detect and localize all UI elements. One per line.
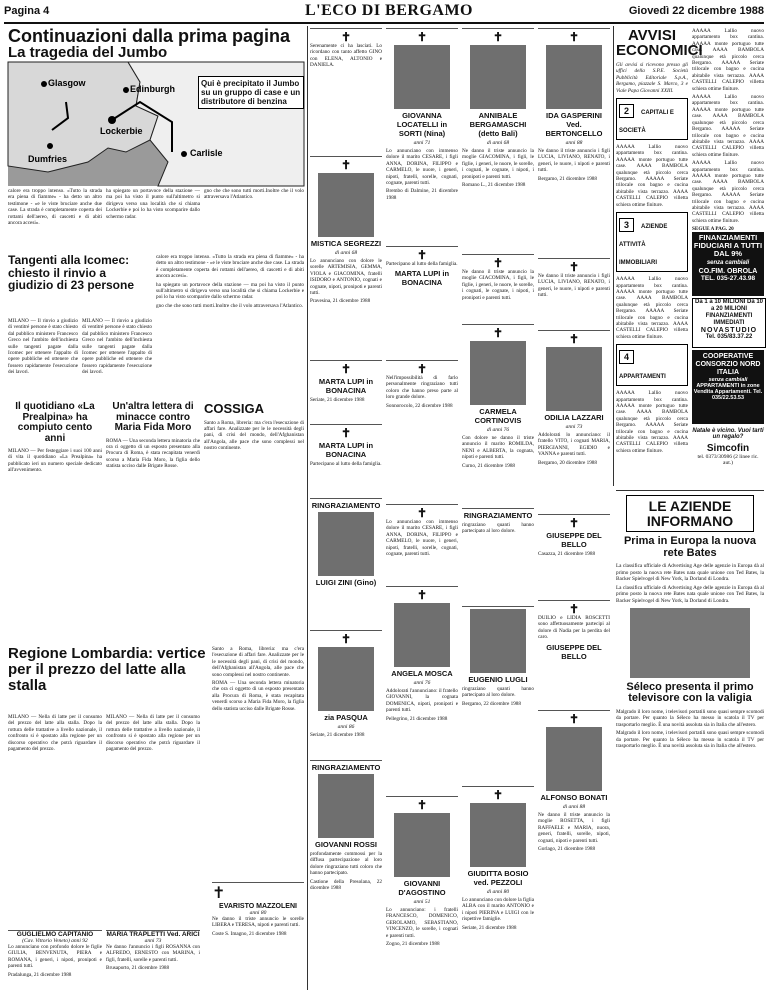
cross-icon: ✝ [492, 788, 504, 802]
cross-icon: ✝ [340, 158, 352, 172]
obituary-footer: Romano L., 21 dicembre 1988 [462, 182, 526, 189]
obituary-footer: Brusaporto, 21 dicembre 1988 [106, 965, 170, 972]
obituary-text: Partecipano al lutto della famiglia. [310, 461, 382, 467]
deceased-name: ANNIBALE BERGAMASCHI (detto Bali) [469, 111, 527, 138]
cossiga-body: Santo a Roma, libreria: ma c'era l'esecuzione di affari fare. Analizzate per le le necessità degli pani, di crisi del mondo, dell'Afghanistan all'Angola, alle pace che sono complessi nel nostro continente. [204, 419, 304, 452]
deceased-name: ALFONSO BONATI [540, 793, 608, 802]
obituary-notice [310, 360, 382, 421]
deceased-age: anni 71 [413, 140, 431, 146]
aziende-section [616, 490, 764, 987]
obituary-text: ringraziano quanti hanno partecipato al loro dolore. [462, 522, 534, 535]
obituary-footer: Bergamo, 21 dicembre 1988 [538, 175, 597, 182]
deceased-name: GIOVANNI D'AGOSTINO [398, 879, 446, 897]
obituary-text: Ne danno il triste annuncio le sorelle LIBERA e TERESA, nipoti e parenti tutti. [212, 916, 304, 929]
portrait-photo [394, 603, 450, 667]
section-title: APPARTAMENTI [619, 374, 666, 381]
obituary-notice [310, 760, 382, 987]
listing-text: AAAAA Lallio nuovo appartamento box cantina. AAAAA monte portuguo tutte case. AAAA BAMBOLA qualunque età piccolo cerca Bergamo. AAAAA Seriate trilocale con bagno e cucina abitabile vista terrazzo. AAAA CASTELLI CALEPIO villetta schiera ottime finiture. [692, 160, 764, 224]
cross-icon: ✝ [340, 632, 352, 646]
portrait-photo [394, 45, 450, 109]
deceased-age: (Cav. Vittorio Veneto) anni 92 [22, 938, 88, 944]
obituary-notice [8, 930, 102, 987]
portrait-photo [318, 512, 374, 576]
financing-company: CO.FIM. OBROLA [698, 268, 758, 275]
seleco-headline: Séleco presenta il primo televisore con la valigia [626, 680, 754, 705]
ringraziamento-label: RINGRAZIAMENTO [311, 763, 381, 772]
listing-text: AAAAA Lallio nuovo appartamento box cantina. AAAAA monte portuguo tutte case. AAAA BAMBOLA qualunque età piccolo cerca Bergamo. AAAAA Seriate trilocale con bagno e cucina abitabile vista terrazzo. AAAA CASTELLI CALEPIO villetta schiera ottime finiture. [616, 144, 688, 208]
map-label-carlisle: Carlisle [190, 148, 223, 158]
cross-icon: ✝ [416, 588, 428, 602]
obituary-footer: Zogno, 21 dicembre 1988 [386, 941, 440, 948]
simcofin-name: Simcofin [706, 443, 750, 454]
cross-icon: ✝ [340, 362, 352, 376]
deceased-name: GIUDITTA BOSIO ved. PEZZOLI [467, 869, 529, 887]
section-number: 4 [619, 350, 634, 364]
listing-text: AAAAA Lallio nuovo appartamento box cantina. AAAAA monte portuguo tutte case. AAAA BAMBOLA qualunque età piccolo cerca Bergamo. AAAAA Seriate trilocale con bagno e cucina abitabile vista terrazzo. AAAA CASTELLI CALEPIO villetta schiera ottime finiture. [692, 94, 764, 158]
obituary-text: Ne danno il triste annuncio la moglie ROSETTA, i figli RAFFAELE e MARIA, nuora, generi, fratelli, sorelle, nipoti, cognati, nipoti e parenti tutti. [538, 812, 610, 844]
cross-icon: ✝ [568, 602, 580, 616]
obituary-text: Ne danno l'annuncio i figli ROSANNA con ALFREDO, ERNESTO con MARINA, i figli, fratelli, sorelle e parenti tutti. [106, 944, 200, 963]
obituary-notice [538, 330, 610, 511]
cross-icon: ✝ [416, 362, 428, 376]
obituary-notice [538, 258, 610, 327]
section-number: 2 [619, 104, 634, 118]
bates-body-cont: La classifica ufficiale di Advertising Age delle agenzie in Europa dà al primo posto la nuova rete Bates nata quale unione con Ted Bates, la Backer Spielvogel di New York, la Dorland di Londra. [616, 584, 764, 604]
avvisi-column [616, 27, 703, 454]
deceased-name: GIOVANNI ROSSI [315, 840, 377, 849]
cross-icon: ✝ [492, 326, 504, 340]
cross-icon: ✝ [492, 256, 504, 270]
regione-body: MILANO — Nella di latte per il consumo del prezzo del latte alla stalla. Dopo la rottura delle trattative a livello nazionale, il confronto si è spostato alla regione per un discorso operativo che potrà riguardare il pagamento del prezzo. [8, 714, 102, 753]
obituary-text: DUILIO e LIDIA ROSCETTI sono affettuosamente partecipi al dolore di Nadia per la perdita del caro. [538, 615, 610, 641]
map-label-glasgow: Glasgow [48, 78, 86, 88]
jumbo-body-3: gno che che sono tutti morti.Inoltre che il volo attraversava l'Atlantico. [204, 188, 304, 201]
obituary-footer: Castione della Presolana, 22 dicembre 1988 [310, 878, 382, 892]
section-title: CAPITALI E SOCIETÀ [619, 110, 674, 135]
obituary-text: Lo annunciano: i fratelli FRANCESCO, DOMENICO, GEROLAMO, SEBASTIANO, VINCENZO, le sorelle, i cognati e parenti tutti. [386, 907, 458, 939]
section-title: AZIENDE ATTIVITÀ IMMOBILIARI [619, 224, 668, 267]
deceased-age: anni 73 [565, 424, 583, 430]
cross-icon: ✝ [568, 712, 580, 726]
deceased-age: di anni 80 [486, 889, 510, 895]
prealpina-body: MILANO — Per festeggiare i suoi 100 anni di vita il quotidiano «La Prealpina» ha pubblicato ieri un numero speciale dedicato all'avvenimento. [8, 448, 102, 474]
cross-icon: ✝ [568, 260, 580, 274]
map-caption: Qui è precipitato il Jumbo su un gruppo di case e un distributore di benzina [198, 76, 304, 109]
cross-icon: ✝ [492, 30, 504, 44]
cross-icon: ✝ [568, 516, 580, 530]
deceased-name: IDA GASPERINI Ved. BERTONCELLO [545, 111, 603, 138]
portrait-photo [546, 347, 602, 411]
obituary-text: Ne danno il triste annuncio la moglie GIACOMINA, i figli, le figlie, i generi, le nuore, le sorelle, i cognati, le cognate, i nipoti, i pronipoti e parenti tutti. [462, 269, 534, 301]
coop-ad [692, 350, 764, 424]
television-photo [630, 608, 750, 678]
novastudio-phone: Tel. 035/83.37.22 [705, 334, 753, 340]
obituary-notice [538, 600, 610, 707]
novastudio-ad [692, 298, 766, 348]
icomec-body-cont: MILANO — Il rinvio a giudizio di ventitré persone è stato chiesto dal pubblico ministero Francesco Greco nel l'ambito dell'inchiesta sulle tangenti pagate dalla Icomec per ottenere l'appalto di opere pubbliche ed ottenere che fossero rapidamente l'esecuzione dei lavori. [82, 318, 152, 376]
obituary-notice [310, 424, 382, 495]
aziende-title: LE AZIENDE INFORMANO [646, 498, 734, 529]
cross-icon: ✝ [416, 248, 428, 262]
bates-body: La classifica ufficiale di Advertising Age delle agenzie in Europa dà al primo posto la nuova rete Bates nata quale unione con Ted Bates, la Backer Spielvogel di New York, la Dorland di Londra. [616, 563, 764, 583]
obituary-notice [386, 796, 458, 987]
portrait-photo [470, 609, 526, 673]
deceased-age: anni 51 [413, 899, 431, 905]
cross-icon: ✝ [568, 332, 580, 346]
obituary-footer: Bergamo, 22 dicembre 1988 [462, 700, 521, 707]
prealpina-headline: Il quotidiano «La Prealpina» ha compiuto cento anni [15, 401, 95, 444]
deceased-name: EVARISTO MAZZOLENI [219, 903, 297, 910]
obituary-notice [462, 28, 534, 251]
coop-title: COOPERATIVE CONSORZIO NORD ITALIA [695, 353, 761, 376]
deceased-age: anni 76 [413, 680, 431, 686]
financing-sub: senza cambiali [706, 260, 750, 266]
cross-icon: ✝ [340, 30, 352, 44]
page-number: Pagina 4 [4, 5, 50, 17]
deceased-name: zia PASQUA [324, 713, 368, 722]
obituary-footer: Pradalunga, 21 dicembre 1988 [8, 971, 72, 978]
deceased-age: di anni 76 [486, 427, 510, 433]
obituary-text: Nell'impossibilità di farlo personalmente ringraziano tutti coloro che hanno preso parte al loro grande dolore. [386, 375, 458, 401]
map-label-edinburgh: Edinburgh [130, 84, 175, 94]
deceased-name: GIUSEPPE DEL BELLO [546, 642, 602, 661]
deceased-name: ANGELA MOSCA [391, 669, 453, 678]
obituary-footer: Curno, 21 dicembre 1988 [462, 462, 516, 469]
obituary-text: Lo annunciano con immenso dolore il marito CESARE, i figli ANNA, DORINA, FILIPPO e CARMELO, le nuore, i generi, nipoti, fratelli, sorelle, cognati, cognate, parenti tutti. [386, 148, 458, 187]
novastudio-company: NOVASTUDIO [700, 327, 758, 334]
deceased-name: ODILIA LAZZARI [544, 413, 604, 422]
obituary-notice [538, 28, 610, 255]
obituary-notice [106, 930, 200, 987]
obituary-footer: Seriate, 21 dicembre 1988 [310, 397, 365, 403]
obituary-text: Ne danno il triste annuncio i figli LUCIA, LIVIANO, RENATO, i generi, le nuore, i nipoti e parenti tutti. [538, 273, 610, 299]
obituary-text: Addolorati l'annunciano: il fratello GIOVANNI, la cognata DOMENICA, nipoti, pronipoti e parenti tutti. [386, 688, 458, 714]
listing-text: AAAAA Lallio nuovo appartamento box cantina. AAAAA monte portuguo tutte case. AAAA BAMBOLA qualunque età piccolo cerca Bergamo. AAAAA Seriate trilocale con bagno e cucina abitabile vista terrazzo. AAAA CASTELLI CALEPIO villetta schiera ottime finiture. [616, 276, 688, 340]
seleco-body-cont: Malgrado il loro nome, i televisori portatili sono quasi sempre scomodi da portare. Per quanto la Séleco ha messo in scatola il TV per trasportarlo meglio. È una novità assoluta sia in Italia che all'estero. [616, 730, 764, 750]
obituary-text: Ne danno il triste annuncio i figli LUCIA, LIVIANO, RENATO, i generi, le nuore, i nipoti e parenti tutti. [538, 148, 610, 174]
portrait-photo [470, 803, 526, 867]
issue-date: Giovedì 22 dicembre 1988 [628, 5, 764, 17]
obituary-footer: Gorlago, 21 dicembre 1988 [538, 846, 596, 853]
portrait-photo [394, 813, 450, 877]
cossiga-headline: COSSIGA [204, 401, 264, 416]
simcofin-phone: tel. 0373/30986 (2 linee ric. aut.) [697, 454, 759, 466]
obituary-text: Partecipano al lutto della famiglia. [386, 261, 458, 267]
obituary-footer: Pravesina, 21 dicembre 1988 [310, 298, 371, 305]
obituary-footer: Brembo di Dalmine, 21 dicembre 1988 [386, 188, 458, 201]
icomec-headline: Tangenti alla Icomec: chiesto il rinvio a giudizio di 23 persone [8, 253, 135, 293]
cossiga-body-cont: Santo a Roma, libreria: ma c'era l'esecuzione di affari fare. Analizzate per le le necessità degli pani, di crisi del mondo, dell'Afghanistan all'Angola, alle pace che sono complessi nel nostro continente. [212, 646, 304, 678]
listing-text: AAAAA Lallio nuovo appartamento box cantina. AAAAA monte portuguo tutte case. AAAA BAMBOLA qualunque età piccolo cerca Bergamo. AAAAA Seriate trilocale con bagno e cucina abitabile vista terrazzo. AAAA CASTELLI CALEPIO villetta schiera ottime finiture. [692, 28, 764, 92]
novastudio-title: Da 1 a 10 MILIONI Da 10 a 20 MILIONI FINANZIAMENTI IMMEDIATI [694, 299, 764, 326]
coop-sub: senza cambiali [708, 377, 748, 383]
obituary-footer: Bergamo, 20 dicembre 1988 [538, 459, 597, 466]
deceased-name: MISTICA SEGREZZI [310, 239, 382, 248]
jumbo-body-cont: calore era troppo intenso. «Tutto la strada era piena di fiamme» - ha detto un altro testimone - «e le viste bruciare anche due case. La strada è completamente coperta dei rottami dell'aereo, di cascetti e di abiti ancora accesi». [156, 254, 304, 280]
obituary-text: Ne danno il triste annuncio la moglie GIACOMINA, i figli, le figlie, i generi, le nuore, le sorelle, i cognati, le cognate, i nipoti, i pronipoti e parenti tutti. [462, 148, 534, 180]
obituary-text: Addolorati lo annunciano: il fratello VITO, i cognati MARIA, PIERGIANNI, EGIDIO e VANNA e parenti tutti. [538, 432, 610, 458]
moro-body: ROMA — Una seconda lettera minatoria che ora ci oggetto di un esposto presentato alla Procura di Roma, è stata recapitata venerdì scorso a Maria Fida Moro, la figlia dello statista ucciso dalle Brigate Rosse. [106, 437, 200, 470]
ringraziamento-label: RINGRAZIAMENTO [463, 511, 533, 520]
avvisi-intro: Gli avvisi si ricevono presso gli uffici della S.P.E. Società Pubblicità Editoriale S.p.A., Bergamo, piazzale S. Marco, 3 e Viale Papa Giovanni XXIII. [616, 62, 688, 94]
obituary-notice [386, 360, 458, 501]
obituary-notice [462, 786, 534, 987]
cross-icon: ✝ [212, 885, 226, 902]
deceased-name: GIOVANNA LOCATELLI in SORTI (Nina) [396, 111, 448, 138]
deceased-age: di anni 88 [562, 804, 586, 810]
financing-ad [692, 232, 764, 296]
natale-text: Natale è vicino. Vuoi tarti un regalo? [692, 428, 764, 440]
obituary-footer: Pellegrino, 21 dicembre 1988 [386, 715, 448, 722]
ringraziamento-label: RINGRAZIAMENTO [311, 501, 381, 510]
portrait-photo [318, 647, 374, 711]
obituary-notice [310, 156, 382, 357]
map-label-dumfries: Dumfries [28, 154, 68, 164]
jumbo-body-2: ha spiegato un portavoce della stazione — ma poi ha visto il punto sull'altimetro si dirigeva verso una località che si chiama Lockerbie e poi lo ha visto scomparire dallo schermo radar. [106, 188, 200, 220]
obituary-text: Con dolore ne danno il triste annuncio il marito ROMILDA, NENI e ALBERTA, la cognata, nipoti e parenti tutti. [462, 435, 534, 461]
obituary-notice [310, 498, 382, 627]
cross-icon: ✝ [416, 30, 428, 44]
obituary-notice [386, 504, 458, 583]
portrait-photo [546, 727, 602, 791]
obituary-footer: Seriate, 21 dicembre 1988 [462, 924, 517, 931]
obituary-text: profondamente commossi per la diffusa partecipazione al loro dolore ringraziano tutti coloro che hanno partecipato. [310, 851, 382, 877]
cross-icon: ✝ [568, 30, 580, 44]
simcofin-ad [692, 428, 764, 486]
listing-text: AAAAA Lallio nuovo appartamento box cantina. AAAAA monte portuguo tutte case. AAAA BAMBOLA qualunque età piccolo cerca Bergamo. AAAAA Seriate trilocale con bagno e cucina abitabile vista terrazzo. AAAA CASTELLI CALEPIO villetta schiera ottime finiture. [616, 390, 688, 454]
coop-body: APPARTAMENTI in zone Vendita Appartamenti. Tel. 035/22.53.53 [693, 383, 763, 401]
portrait-photo [470, 341, 526, 405]
deceased-age: anni 88 [565, 140, 583, 146]
obituary-notice [310, 28, 382, 153]
obituary-notice [386, 246, 458, 357]
portrait-photo [546, 45, 602, 109]
newspaper-logo: L'ECO DI BERGAMO [304, 2, 473, 19]
obituary-notice [462, 606, 534, 783]
crash-map [8, 62, 304, 186]
cross-icon: ✝ [416, 506, 428, 520]
obituary-text: ringraziano quanti hanno partecipato al loro dolore. [462, 686, 534, 699]
avvisi-title: AVVISI ECONOMICI [616, 27, 703, 59]
icomec-body: MILANO — Il rinvio a giudizio di ventitré persone è stato chiesto dal pubblico ministero Francesco Greco nel l'ambito dell'inchiesta sulle tangenti pagate dalla Icomec per ottenere l'appalto di opere pubbliche ed ottenere che fossero rapidamente l'esecuzione dei lavori. [8, 318, 78, 376]
deceased-name: GUGLIELMO CAPITANIO [16, 931, 94, 938]
segue-label: SEGUE A PAG. 20 [692, 226, 734, 233]
deceased-age: di anni 68 [486, 140, 510, 146]
section-number: 3 [619, 218, 634, 232]
regione-body-cont: MILANO — Nella di latte per il consumo del prezzo del latte alla stalla. Dopo la rottura delle trattative a livello nazionale, il confronto si è spostato alla regione per un discorso operativo che potrà riguardare il pagamento del prezzo. [106, 714, 200, 753]
obituary-notice [538, 514, 610, 597]
obituary-footer: Coste S. Imagno, 21 dicembre 1988 [212, 930, 287, 937]
portrait-photo [318, 774, 374, 838]
obituary-notice [462, 254, 534, 321]
obituary-notice [462, 508, 534, 603]
financing-phone: TEL. 035-27.43.98 [700, 275, 756, 282]
obituary-footer: Casazza, 21 dicembre 1988 [538, 551, 596, 557]
bates-headline: Prima in Europa la nuova rete Bates [623, 535, 757, 559]
obituary-notice [462, 324, 534, 505]
seleco-body: Malgrado il loro nome, i televisori portatili sono quasi sempre scomodi da portare. Per quanto la Séleco ha messo in scatola il TV per trasportarlo meglio. È una novità assoluta sia in Italia che all'estero. [616, 709, 764, 728]
obituary-notice [310, 630, 382, 757]
masthead [4, 2, 764, 24]
jumbo-body-1: calore era troppo intenso. «Tutto la strada era piena di fiamme» - ha detto un altro testimone - «e le viste bruciare anche due case. La strada è completamente coperta dei rottami dell'aereo, di cascetti e di abiti ancora accesi». [8, 188, 102, 227]
deceased-age: anni 73 [144, 938, 162, 944]
deceased-age: anni 80 [249, 910, 267, 916]
deceased-name: LUIGI ZINI (Gino) [315, 578, 377, 587]
obituary-notice [386, 586, 458, 793]
deceased-name: EUGENIO LUGLI [468, 675, 528, 684]
obituary-text: Lo annunciano con immenso dolore il marito CESARE, i figli ANNA, DORINA, FILIPPO e CARMELO, le nuore, i generi, nipoti, fratelli, sorelle, cognati, cognate, parenti tutti. [386, 519, 458, 558]
obituary-notice [212, 882, 304, 987]
deceased-age: di anni 68 [334, 250, 358, 256]
financing-title: FINANZIAMENTI FIDUCIARI A TUTTI DAL 9% [693, 233, 763, 258]
obituary-notice [386, 28, 458, 243]
obituary-text: Lo annunciano con dolore le sorelle ARTEMISIA, GEMMA, VIOLA e GIACOMINA, fratelli ISIDORO e ANTONIO, cognati e cognate, nipoti, pronipoti e parenti tutti. [310, 258, 382, 297]
obituary-notice [538, 710, 610, 987]
jumbo-headline: La tragedia del Jumbo [8, 44, 168, 61]
portrait-photo [470, 45, 526, 109]
obituary-footer: Sonnorocolo, 22 dicembre 1988 [386, 402, 453, 409]
cross-icon: ✝ [416, 798, 428, 812]
cross-icon: ✝ [340, 426, 352, 440]
obituary-footer: Seriate, 21 dicembre 1988 [310, 732, 365, 738]
deceased-name: MARTA LUPI in BONACINA [394, 269, 450, 288]
obituary-text: Lo annunciano con dolore la figlia ALBA con il marito ANTONIO e i nipoti PIERINA e LUIGI con le rispettive famiglie. [462, 897, 534, 923]
portrait-photo [318, 173, 374, 237]
obituary-text: Lo annunciano con profondo dolore le figlie GIULIA, BENVENUTA, PIERA e ROMANA, i generi, i nipoti, pronipoti e parenti tutti. [8, 944, 102, 970]
deceased-name: GIUSEPPE DEL BELLO [546, 531, 602, 549]
deceased-name: MARTA LUPI in BONACINA [318, 377, 374, 395]
moro-headline: Un'altra lettera di minacce contro Maria Fida Moro [112, 401, 194, 433]
obituary-text: Serenamente ci ha lasciati. Lo ricordano con tanto affetto GINO con ELENA, ALTONIO e DANIELA. [310, 43, 382, 69]
deceased-name: CARMELA CORTINOVIS [474, 407, 522, 425]
continuation-header: Continuazioni dalla prima pagina [8, 26, 291, 46]
map-label-lockerbie: Lockerbie [100, 126, 143, 136]
deceased-age: anni 86 [337, 724, 355, 730]
deceased-name: MARTA LUPI in BONACINA [318, 441, 374, 459]
deceased-name: MARIA TRAPLETTI Ved. ARICI [106, 931, 200, 938]
regione-headline: Regione Lombardia: vertice per il prezzo del latte alla stalla [8, 645, 206, 694]
